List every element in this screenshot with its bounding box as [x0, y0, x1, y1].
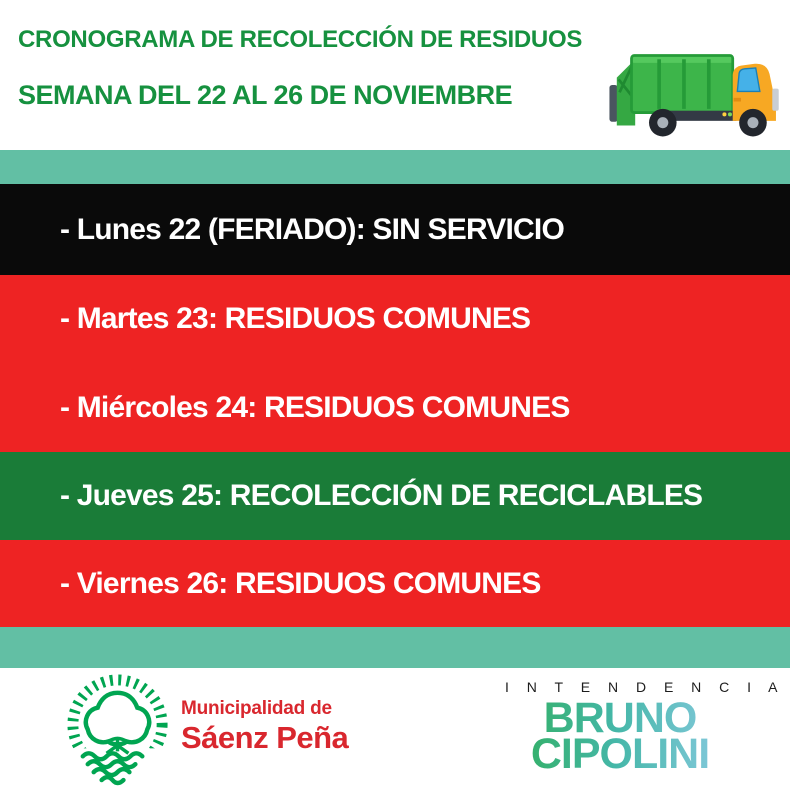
page-subtitle: SEMANA DEL 22 AL 26 DE NOVIEMBRE	[18, 80, 513, 110]
schedule-row-viernes	[0, 540, 790, 627]
intendencia-label: I N T E N D E N C I A	[505, 679, 785, 695]
municipality-emblem-icon	[60, 673, 176, 787]
mayor-name-line2: CIPOLINI	[530, 730, 710, 779]
schedule-row-label: - Viernes 26: RESIDUOS COMUNES	[60, 566, 541, 600]
teal-band-top	[0, 150, 790, 184]
schedule-row-label: - Lunes 22 (FERIADO): SIN SERVICIO	[60, 212, 564, 246]
schedule-row-label: - Jueves 25: RECOLECCIÓN DE RECICLABLES	[60, 479, 703, 512]
mayor-name-line1: BRUNO	[543, 694, 697, 742]
mayor-name	[498, 694, 742, 779]
garbage-truck-icon	[605, 50, 785, 142]
page-title: CRONOGRAMA DE RECOLECCIÓN DE RESIDUOS	[18, 26, 583, 53]
municipality-name-line2: Sáenz Peña	[181, 719, 349, 755]
intendencia-block	[498, 679, 785, 779]
teal-band-bottom	[0, 627, 790, 668]
schedule-row-martes	[0, 275, 790, 363]
municipality-name	[181, 699, 348, 754]
schedule-row-lunes	[0, 184, 790, 275]
municipality-name-line1: Municipalidad de	[181, 698, 332, 719]
footer	[0, 668, 790, 790]
schedule-row-miercoles	[0, 363, 790, 452]
schedule-row-label: - Miércoles 24: RESIDUOS COMUNES	[60, 390, 570, 424]
schedule-row-label: - Martes 23: RESIDUOS COMUNES	[60, 302, 531, 335]
schedule-row-jueves	[0, 452, 790, 540]
schedule-rows	[0, 184, 790, 627]
